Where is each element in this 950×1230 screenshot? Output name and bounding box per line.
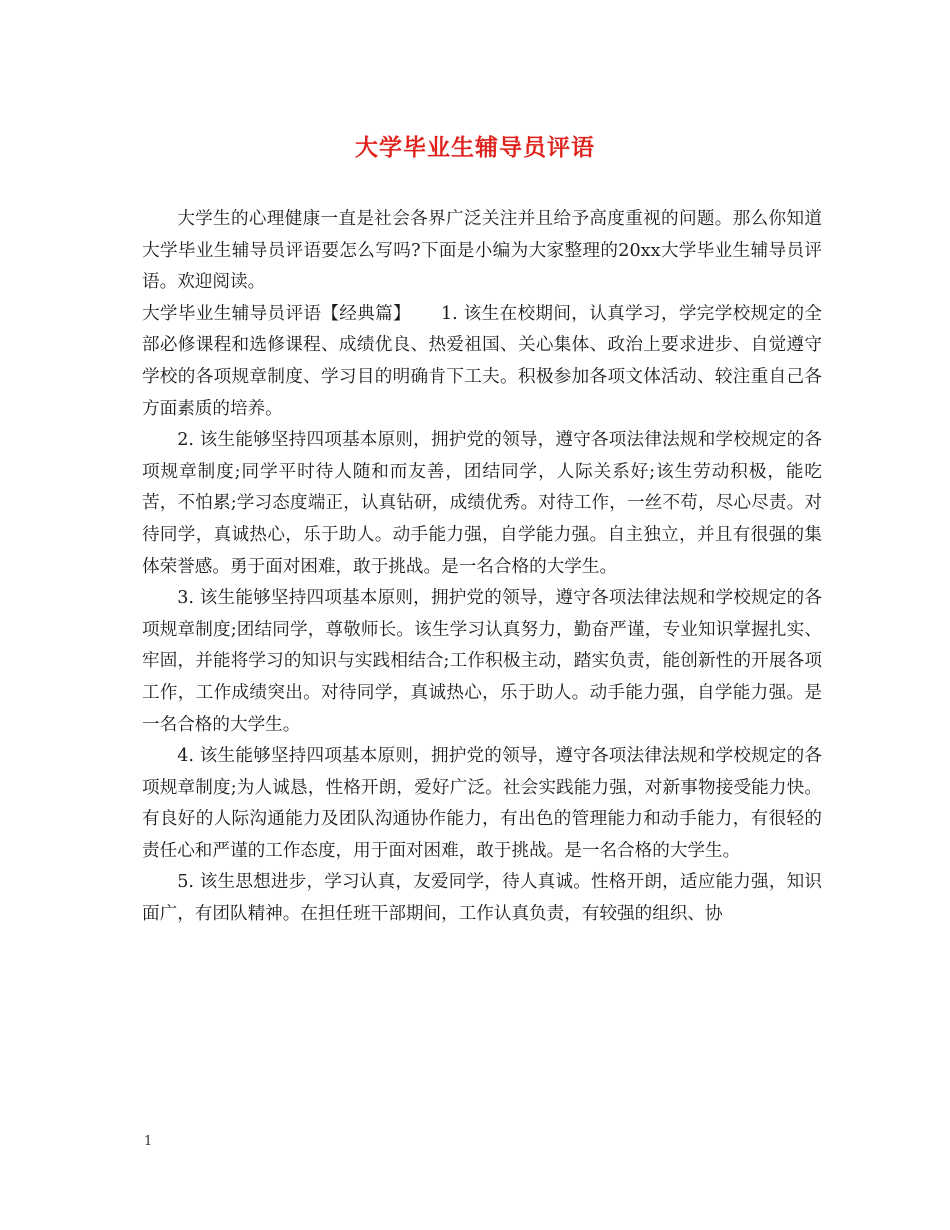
item-3: 3. 该生能够坚持四项基本原则，拥护党的领导，遵守各项法律法规和学校规定的各项规章制度;团结同学，尊敬师长。该生学习认真努力，勤奋严谨，专业知识掌握扎实、牢固，并能将学习的知识与实践相结合;工作积极主动，踏实负责，能创新性的开展各项工作，工作成绩突出。对待同学，真诚热心，乐于助人。动手能力强，自学能力强。是一名合格的大学生。 xyxy=(142,588,822,735)
item-4: 4. 该生能够坚持四项基本原则，拥护党的领导，遵守各项法律法规和学校规定的各项规章制度;为人诚恳，性格开朗，爱好广泛。社会实践能力强，对新事物接受能力快。有良好的人际沟通能力及团队沟通协作能力，有出色的管理能力和动手能力，有很轻的责任心和严谨的工作态度，用于面对困难，敢于挑战。是一名合格的大学生。 xyxy=(142,746,822,861)
document-title: 大学毕业生辅导员评语 xyxy=(355,134,595,161)
section-heading: 大学毕业生辅导员评语【经典篇】 xyxy=(142,303,411,324)
item-5: 5. 该生思想进步，学习认真，友爱同学，待人真诚。性格开朗，适应能力强，知识面广，有团队精神。在担任班干部期间，工作认真负责，有较强的组织、协 xyxy=(142,872,822,925)
item-1: 1. 该生在校期间，认真学习，学完学校规定的全部必修课程和选修课程、成绩优良、热爱祖国、关心集体、政治上要求进步、自觉遵守学校的各项规章制度、学习目的明确肯下工夫。积极参加各项文体活动、较注重自己各方面素质的培养。 xyxy=(142,303,822,419)
item-2: 2. 该生能够坚持四项基本原则，拥护党的领导，遵守各项法律法规和学校规定的各项规章制度;同学平时待人随和而友善，团结同学，人际关系好;该生劳动积极，能吃苦，不怕累;学习态度端正，认真钻研，成绩优秀。对待工作，一丝不苟，尽心尽责。对待同学，真诚热心，乐于助人。动手能力强，自学能力强。自主独立，并且有很强的集体荣誉感。勇于面对困难，敢于挑战。是一名合格的大学生。 xyxy=(142,430,822,577)
page-number: 1 xyxy=(144,1134,153,1149)
section-paragraph-1 xyxy=(142,299,822,425)
intro-paragraph: 大学生的心理健康一直是社会各界广泛关注并且给予高度重视的问题。那么你知道大学毕业生辅导员评语要怎么写吗?下面是小编为大家整理的20xx大学毕业生辅导员评语。欢迎阅读。 xyxy=(142,209,822,293)
document-body xyxy=(142,204,822,931)
